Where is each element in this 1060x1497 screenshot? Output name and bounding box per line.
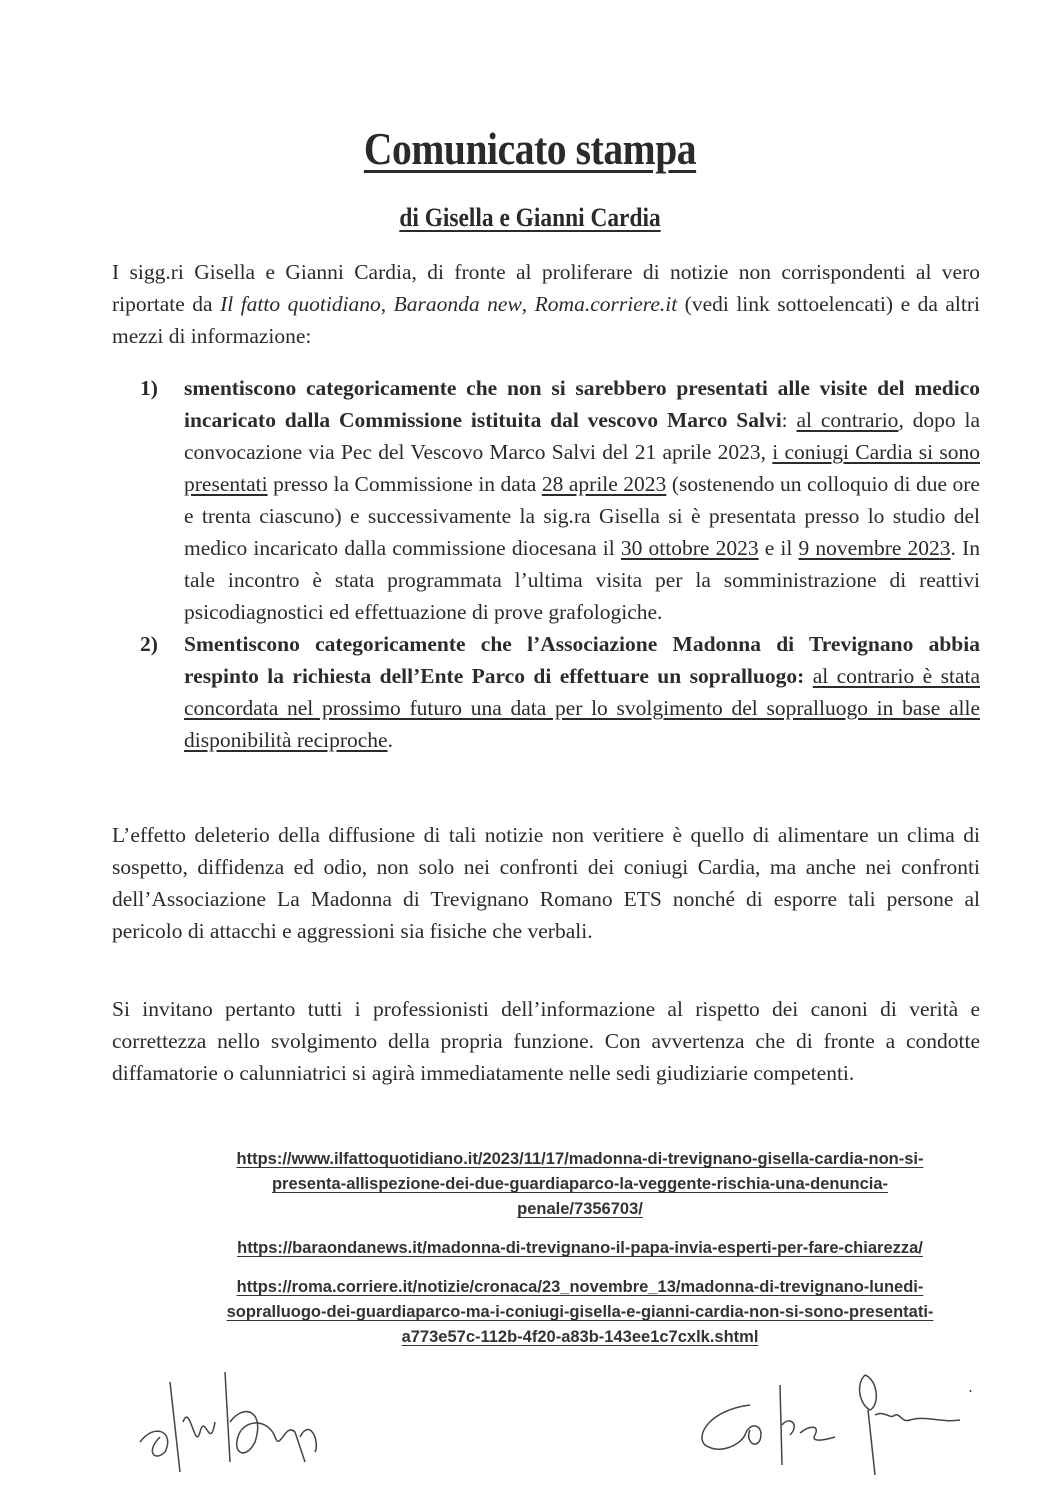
separator: , <box>521 292 535 316</box>
link-baraondanews[interactable] <box>100 1236 1060 1261</box>
intro-paragraph <box>112 256 980 352</box>
paragraph-effects: L’effetto deleterio della diffusione di tali notizie non veritiere è quello di alimentare un clima di sospetto, diffidenza ed odio, non solo nei confronti dei coniugi Cardia, ma anche nei confronti dell’Associazione La Madonna di Trevignano Romano ETS nonché di esporre tali persone al pericolo di attacchi e aggressioni sia fisiche che verbali. <box>112 823 980 943</box>
links-list <box>100 1147 1060 1364</box>
item-bold-claim: smentiscono categoricamente che non si sarebbero presentati alle visite del medico incaricato dalla Commissione istituita dal vescovo Marco Salvi <box>184 376 980 432</box>
source-roma-corriere: Roma.corriere.it <box>534 292 678 316</box>
link-roma-corriere[interactable] <box>100 1275 1060 1350</box>
link-line[interactable]: presenta-allispezione-dei-due-guardiaparco-la-veggente-rischia-una-denuncia- <box>271 1175 889 1193</box>
paragraph-invitation: Si invitano pertanto tutti i professionisti dell’informazione al rispetto dei canoni di verità e correttezza nello svolgimento della propria funzione. Con avvertenza che di fronte a condotte diffamatorie o calunniatrici si agirà immediatamente nelle sedi giudiziarie competenti. <box>112 997 980 1085</box>
source-il-fatto-quotidiano: Il fatto quotidiano <box>220 292 381 316</box>
item-number: 2) <box>140 632 158 656</box>
item-number: 1) <box>140 376 158 400</box>
link-line[interactable]: https://baraondanews.it/madonna-di-trevignano-il-papa-invia-esperti-per-fare-chiarezza/ <box>237 1239 923 1257</box>
link-line[interactable]: sopralluogo-dei-guardiaparco-ma-i-coniugi-gisella-e-gianni-cardia-non-si-sono-presentati- <box>226 1303 934 1321</box>
link-line[interactable]: https://www.ilfattoquotidiano.it/2023/11/17/madonna-di-trevignano-gisella-cardia-non-si- <box>236 1150 924 1168</box>
link-line[interactable]: a773e57c-112b-4f20-a83b-143ee1c7cxlk.shtml <box>401 1328 759 1346</box>
item-text: , dopo la convocazione via Pec del Vescovo Marco Salvi del 21 aprile 2023, <box>184 408 980 464</box>
period: . <box>387 728 393 752</box>
source-baraonda-new: Baraonda new <box>393 292 522 316</box>
item-text: . In tale incontro è stata programmata l’ultima visita per la somministrazione di reattivi psicodiagnostici ed effettuazione di prove grafologiche. <box>184 536 980 624</box>
underlined-date: 28 aprile 2023 <box>541 472 667 496</box>
intro-text-end: (vedi link sottoelencati) e da altri mezzi di informazione: <box>112 292 981 348</box>
space <box>804 664 812 688</box>
item-text: presso la Commissione in data <box>267 472 542 496</box>
underlined-text: al contrario <box>796 408 899 432</box>
underlined-text: al contrario è stata concordata nel prossimo futuro una data per lo svolgimento del sopralluogo in base alle disponibilità reciproche <box>184 664 980 752</box>
document-title: Comunicato stampa <box>363 123 697 174</box>
document-subtitle: di Gisella e Gianni Cardia <box>399 203 661 232</box>
item-bold-claim: Smentiscono categoricamente che l’Associazione Madonna di Trevignano abbia respinto la richiesta dell’Ente Parco di effettuare un sopralluogo: <box>184 632 980 688</box>
separator: , <box>380 292 394 316</box>
list-item-1 <box>140 372 980 628</box>
colon: : <box>781 408 797 432</box>
link-line[interactable]: penale/7356703/ <box>517 1200 643 1218</box>
underlined-text: i coniugi Cardia si sono presentati <box>184 440 980 496</box>
list-item-2 <box>140 628 980 756</box>
denials-list <box>140 372 980 756</box>
underlined-date: 30 ottobre 2023 <box>620 536 759 560</box>
item-text: (sostenendo un colloquio di due ore e trenta ciascuno) e successivamente la sig.ra Gisella si è presentata presso lo studio del medico incaricato dalla commissione diocesana il <box>184 472 980 560</box>
signature-right <box>690 1365 1010 1475</box>
underlined-date: 9 novembre 2023 <box>798 536 951 560</box>
link-line[interactable]: https://roma.corriere.it/notizie/cronaca/23_novembre_13/madonna-di-trevignano-lunedi- <box>236 1278 924 1296</box>
intro-text: I sigg.ri Gisella e Gianni Cardia, di fronte al proliferare di notizie non corrispondenti al vero riportate da <box>112 260 980 316</box>
signature-left <box>135 1362 365 1482</box>
item-text: e il <box>758 536 799 560</box>
link-ilfattoquotidiano[interactable] <box>100 1147 1060 1222</box>
